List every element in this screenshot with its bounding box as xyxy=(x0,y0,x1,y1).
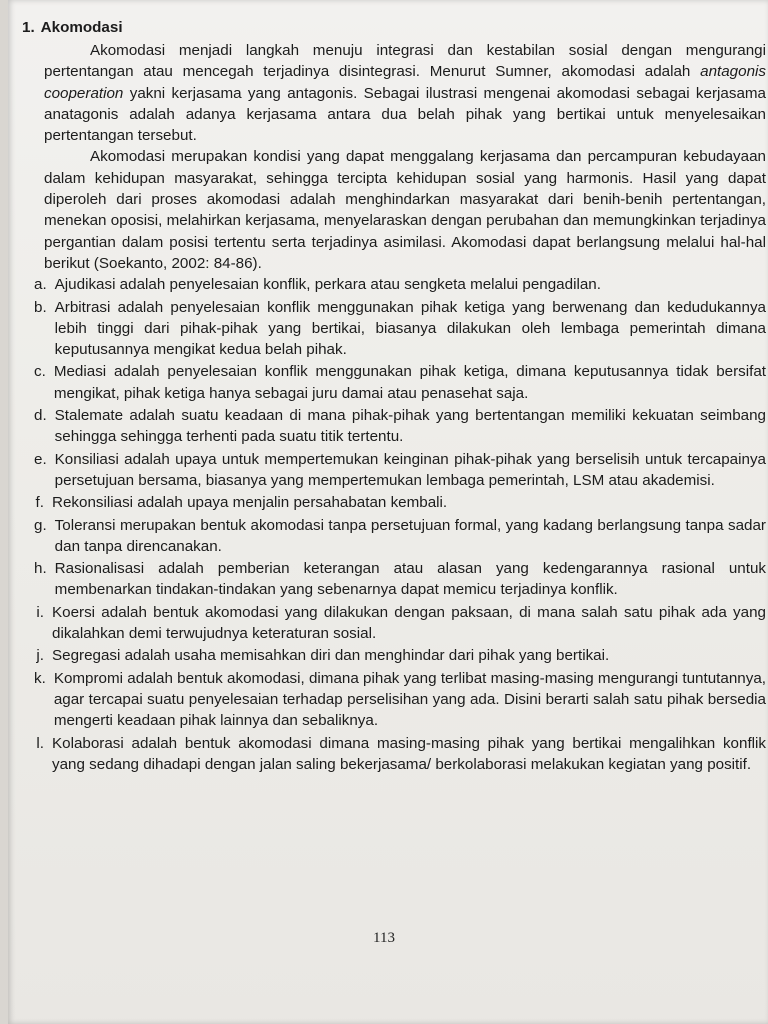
page-number: 113 xyxy=(373,930,395,946)
list-item xyxy=(22,602,766,645)
list-item xyxy=(22,558,766,601)
list-item xyxy=(22,405,766,448)
list-item-text: Kolaborasi adalah bentuk akomodasi dimana masing-masing pihak yang bertikai mengalihkan konflik yang sedang dihadapi dengan jalan saling bekerjasama/ berkolaborasi melakukan kegiatan yang positif. xyxy=(52,734,766,773)
paragraph-2: Akomodasi merupakan kondisi yang dapat menggalang kerjasama dan percampuran kebudayaan dalam kehidupan masyarakat, sehingga tercipta kehidupan sosial yang harmonis. Hasil yang dapat diperoleh dari proses akomodasi adalah menghindarkan masyarakat dari benih-benih pertentangan, menekan oposisi, melahirkan kerjasama, menyelaraskan dengan perubahan dan memungkinkan terjadinya pergantian dalam posisi tertentu serta terjadinya asimilasi. Akomodasi dapat berlangsung melalui hal-hal berikut (Soekanto, 2002: 84-86). xyxy=(44,148,766,272)
list-marker: j. xyxy=(36,647,44,665)
list-item xyxy=(22,274,766,295)
list-item-text: Koersi adalah bentuk akomodasi yang dilakukan dengan paksaan, di mana salah satu pihak ada yang dikalahkan demi terwujudnya keteraturan sosial. xyxy=(52,603,766,643)
list-marker: d. xyxy=(34,407,47,425)
list-item-text: Stalemate adalah suatu keadaan di mana pihak-pihak yang bertentangan memiliki kekuatan seimbang sehingga sehingga terhenti pada suatu titik tertentu. xyxy=(54,407,766,446)
list-item xyxy=(22,645,766,666)
list-item-text: Rekonsiliasi adalah upaya menjalin persahabatan kembali. xyxy=(52,494,448,512)
page xyxy=(8,0,768,1024)
list-item-text: Segregasi adalah usaha memisahkan diri dan menghindar dari pihak yang bertikai. xyxy=(52,647,610,665)
list-item xyxy=(22,297,766,361)
list-item xyxy=(22,449,766,492)
list-item-text: Konsiliasi adalah upaya untuk mempertemukan keinginan pihak-pihak yang berselisih untuk tercapainya persetujuan bersama, biasanya yang mempertemukan lembaga pemerintah, LSM atau akademisi. xyxy=(54,450,766,489)
list-marker: b. xyxy=(34,298,47,316)
list-item-text: Mediasi adalah penyelesaian konflik menggunakan pihak ketiga, dimana keputusannya tidak bersifat mengikat, pihak ketiga hanya sebagai juru damai atau penasehat saja. xyxy=(53,363,766,402)
paragraph-1: Akomodasi menjadi langkah menuju integrasi dan kestabilan sosial dengan mengurangi pertentangan atau mencegah terjadinya disintegrasi. Menurut Sumner, akomodasi adalah antagonis cooperation yakni kerjasama yang antagonis. Sebagai ilustrasi mengenai akomodasi sebagai kerjasama anatagonis adalah adanya kerjasama antara dua belah pihak yang bertikai untuk menyelesaikan pertentangan tersebut. xyxy=(44,42,766,145)
section-title: Akomodasi xyxy=(40,19,123,36)
list-marker: a. xyxy=(34,276,47,294)
list-item xyxy=(22,492,766,513)
list-marker: i. xyxy=(36,603,44,621)
list-item xyxy=(22,733,766,776)
page-content xyxy=(22,16,766,776)
list-item-text: Toleransi merupakan bentuk akomodasi tanpa persetujuan formal, yang kadang berlangsung tanpa sadar dan tanpa direncanakan. xyxy=(54,516,766,555)
list-item xyxy=(22,668,766,732)
list-item-text: Rasionalisasi adalah pemberian keterangan atau alasan yang kedengarannya rasional untuk membenarkan tindakan-tindakan yang sebenarnya dapat memicu terjadinya konflik. xyxy=(54,560,766,599)
list-item-text: Ajudikasi adalah penyelesaian konflik, perkara atau sengketa melalui pengadilan. xyxy=(54,276,601,294)
list-item xyxy=(22,361,766,404)
list-marker: l. xyxy=(36,734,44,752)
list-marker: k. xyxy=(34,669,46,687)
list-marker: c. xyxy=(34,363,46,381)
accommodation-list xyxy=(22,274,766,775)
list-item xyxy=(22,515,766,558)
list-item-text: Arbitrasi adalah penyelesaian konflik menggunakan pihak ketiga yang berwenang dan kedudukannya lebih tinggi dari pihak-pihak yang bertikai, biasanya dilakukan oleh lembaga pemerintah dimana keputusannya mengikat kedua belah pihak. xyxy=(54,298,766,359)
section-heading xyxy=(22,16,766,40)
list-item-text: Kompromi adalah bentuk akomodasi, dimana pihak yang terlibat masing-masing mengurangi tuntutannya, agar tercapai suatu penyelesaian terhadap perselisihan yang ada. Disini berarti salah satu pihak bersedia mengerti keadaan pihak lainnya dan sebaliknya. xyxy=(53,669,766,730)
list-marker: g. xyxy=(34,516,47,534)
section-number: 1. xyxy=(22,19,35,36)
list-marker: f. xyxy=(35,494,44,512)
emphasized-term: antagonis cooperation xyxy=(44,63,766,102)
list-marker: h. xyxy=(34,560,47,578)
list-marker: e. xyxy=(34,450,47,468)
